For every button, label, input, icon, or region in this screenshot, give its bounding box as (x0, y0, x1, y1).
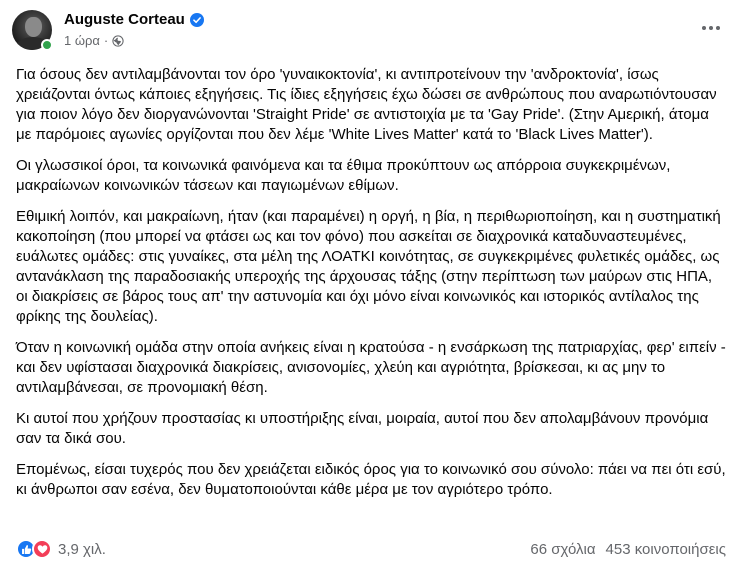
post-paragraph: Για όσους δεν αντιλαμβάνονται τον όρο 'γυναικοκτονία', κι αντιπροτείνουν την 'ανδροκτονία', ίσως χρειάζονται όντως κάποιες εξηγήσεις. Τις ίδιες εξηγήσεις έχω δώσει σε ανθρώπους που αναρωτιόντουσαν για ποιον λόγο δεν διοργανώνονται 'Straight Pride' σε αντιστοιχία με τα 'Gay Pride'. (Στην Αμερική, άτομα με παρόμοιες αγωνίες οργίζονται που δεν λέμε 'White Lives Matter' κατά το 'Black Lives Matter'). (16, 66, 717, 143)
post-body (16, 65, 726, 511)
post-paragraph: Επομένως, είσαι τυχερός που δεν χρειάζεται ειδικός όρος για το κοινωνικό σου σύνολο: πάει να πει ότι εσύ, κι άνθρωποι σαν εσένα, δεν θυματοποιούνται κάθε μέρα με τον αγριότερο τρόπο. (16, 461, 726, 498)
love-icon (32, 539, 52, 559)
comments-count[interactable]: 66 σχόλια (530, 540, 596, 558)
author-row (64, 11, 204, 28)
post-paragraph: Κι αυτοί που χρήζουν προστασίας κι υποστήριξης είναι, μοιραία, αυτοί που δεν απολαμβάνουν προνόμια σαν τα δικά σου. (16, 410, 709, 447)
reaction-count[interactable]: 3,9 χιλ. (58, 540, 106, 558)
more-options-icon[interactable] (696, 16, 726, 40)
online-status-icon (41, 39, 53, 51)
post-header (12, 10, 730, 58)
post-stats (520, 541, 726, 558)
globe-icon[interactable] (112, 35, 124, 47)
author-name[interactable]: Auguste Corteau (64, 11, 185, 28)
post-paragraph: Εθιμική λοιπόν, και μακραίωνη, ήταν (και παραμένει) η οργή, η βία, η περιθωριοποίηση, και η συστηματική κακοποίηση (που μπορεί να φτάσει ως και τον φόνο) που ασκείται σε διαχρονικά καταδυναστευμένες, ευάλωτες ομάδες: στις γυναίκες, στα μέλη της ΛΟΑΤΚΙ κοινότητας, σε συγκεκριμένες φυλετικές ομάδες, ως αντανάκλαση της παραδοσιακής υπεροχής της άρχουσας τάξης (στην περίπτωση των μαύρων στις ΗΠΑ, οι διακρίσεις σε βάρος τους απ' την αστυνομία και όχι μόνο είναι κοινωνικός και ιστορικός αντίλαλος της φρίκης της δουλείας). (16, 208, 721, 325)
post-timestamp[interactable]: 1 ώρα (64, 33, 100, 48)
post-paragraph: Οι γλωσσικοί όροι, τα κοινωνικά φαινόμενα και τα έθιμα προκύπτουν ως απόρροια συγκεκριμένων, μακραίωνων κοινωνικών τάσεων και παγιωμένων εθίμων. (16, 157, 671, 194)
post-paragraph: Όταν η κοινωνική ομάδα στην οποία ανήκεις είναι η κρατούσα - η ενσάρκωση της πατριαρχίας, φερ' ειπείν - και δεν υφίστασαι διαχρονικά διακρίσεις, ανισονομίες, χλεύη και αγριότητα, βρίσκεσαι, κι ας μην το αντιλαμβάνεσαι, σε προνομιακή θέση. (16, 339, 726, 396)
meta-separator: · (103, 33, 109, 48)
post-footer (16, 535, 726, 563)
post-meta (64, 33, 124, 48)
shares-count[interactable]: 453 κοινοποιήσεις (605, 540, 726, 558)
verified-badge-icon (190, 13, 204, 27)
reactions-summary[interactable] (16, 539, 106, 559)
